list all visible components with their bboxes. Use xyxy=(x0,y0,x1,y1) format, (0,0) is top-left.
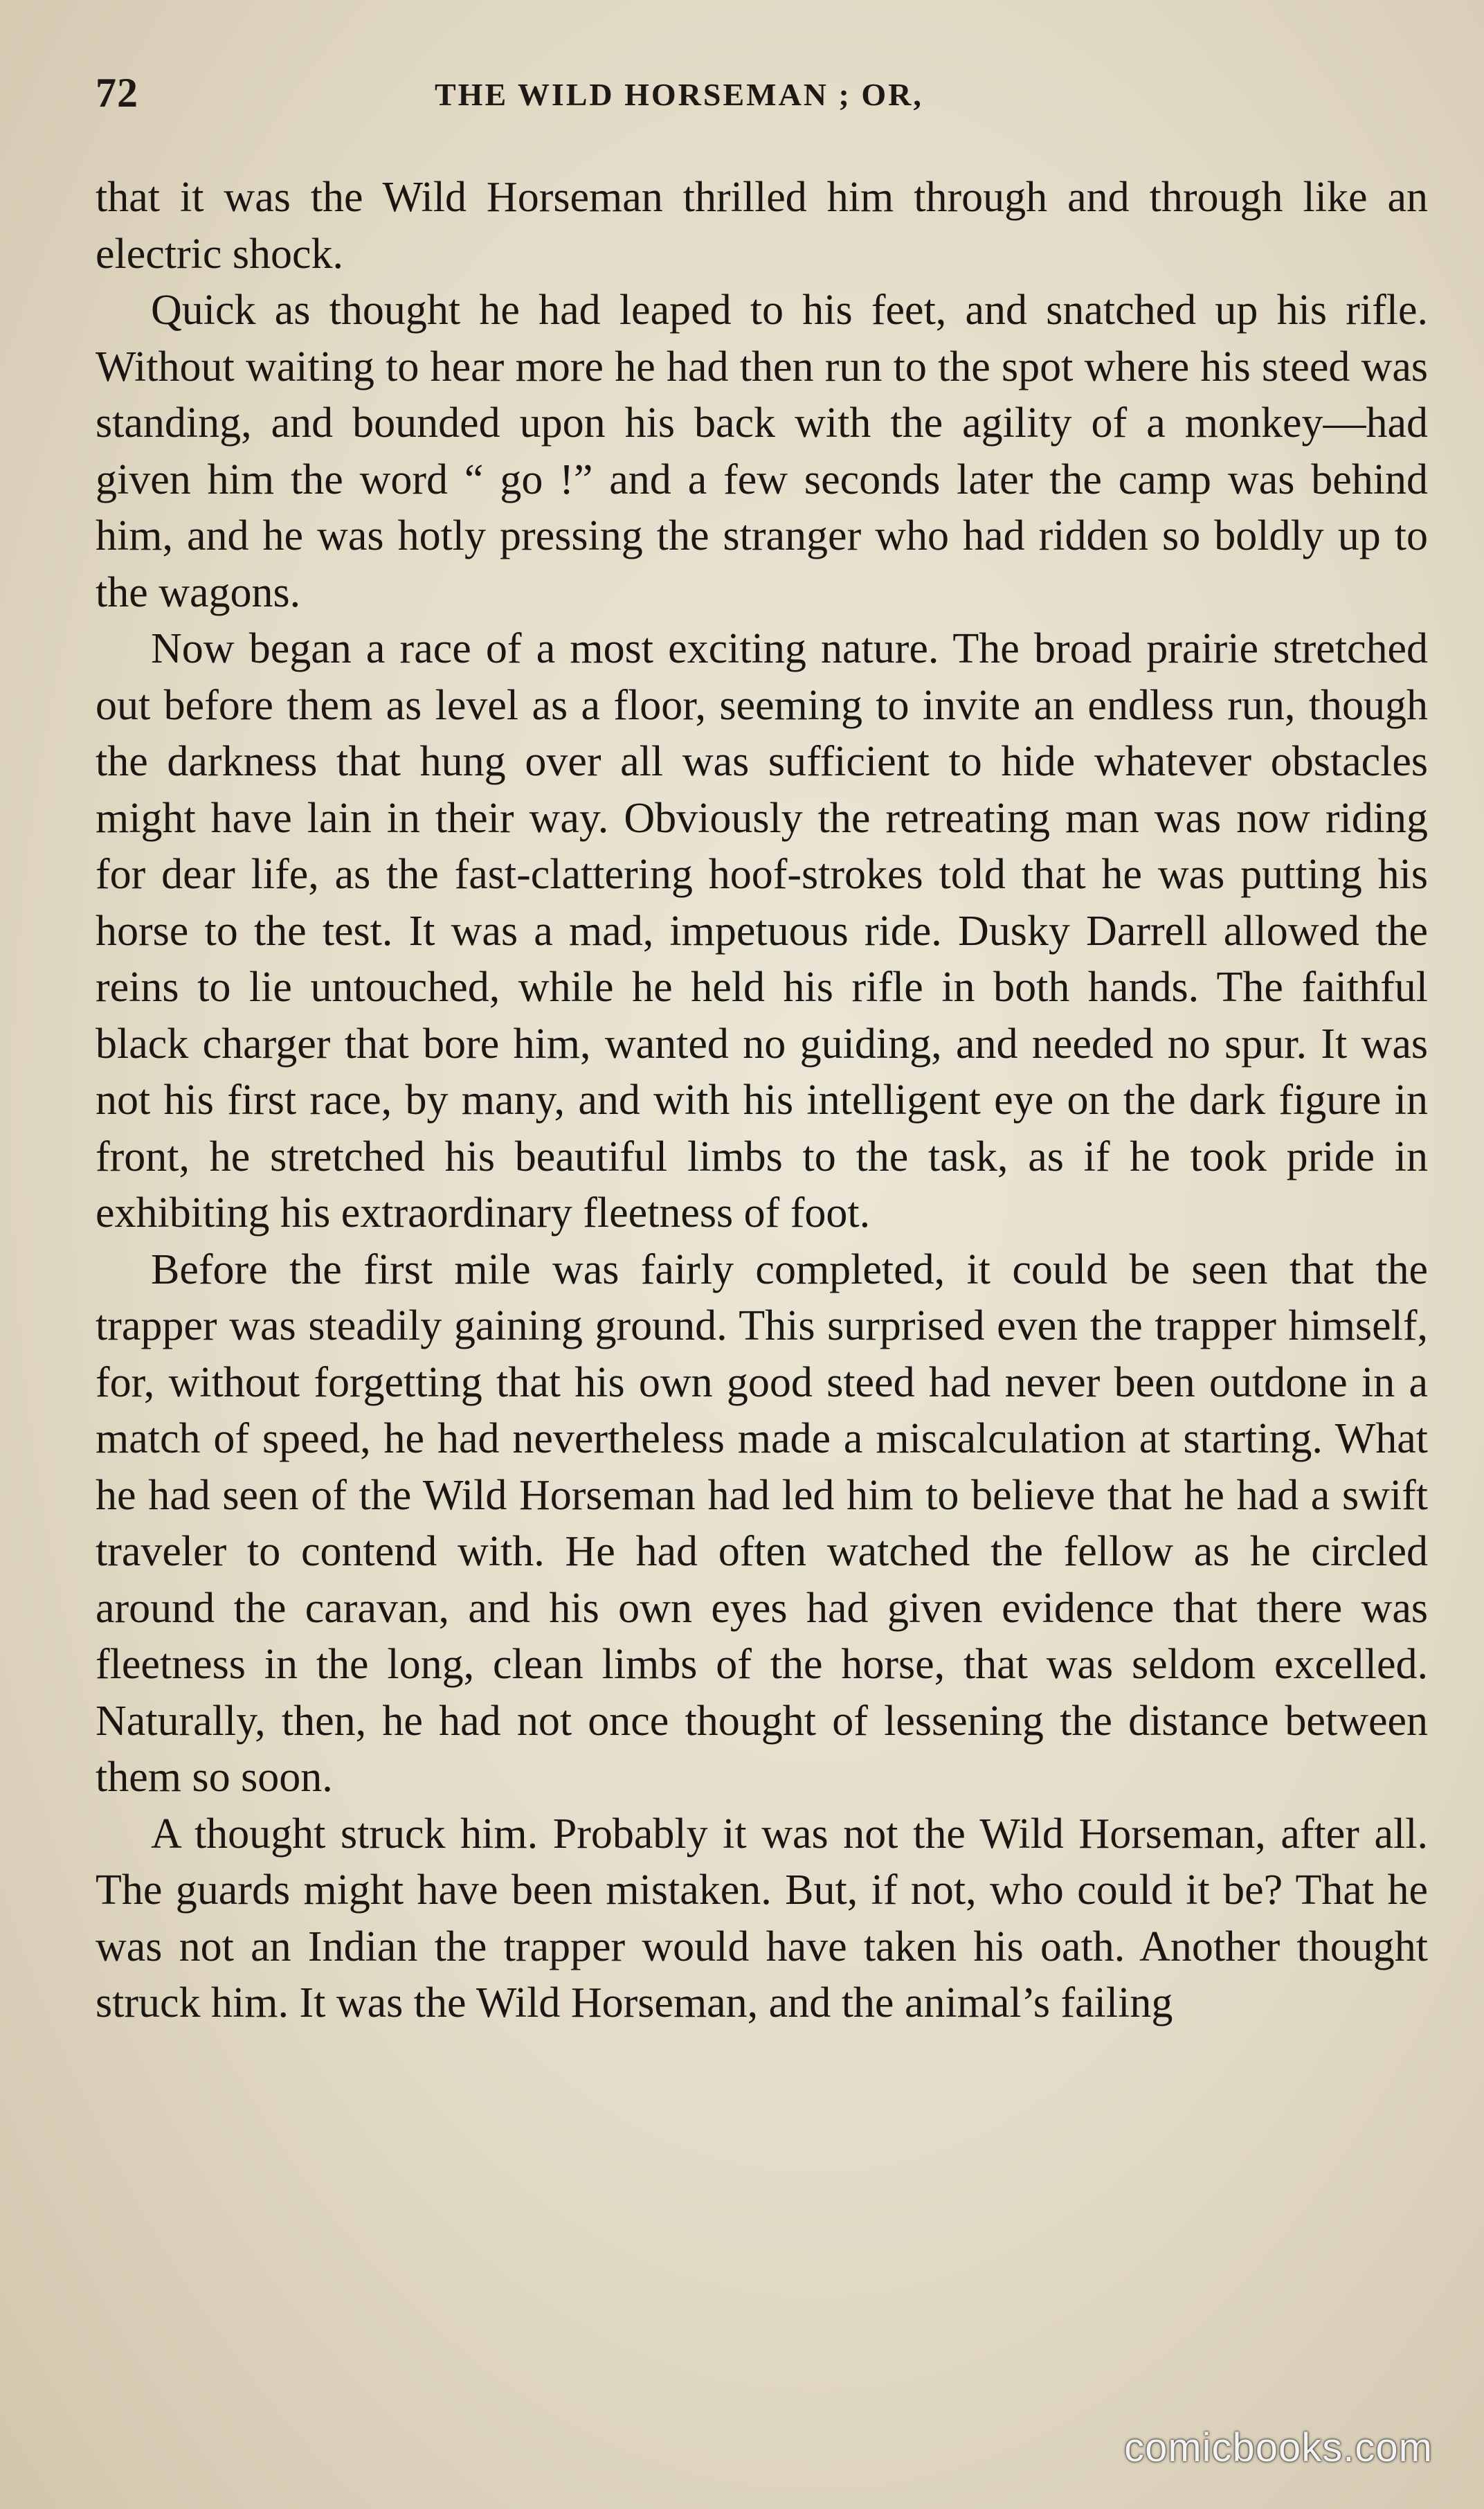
paragraph-2: Quick as thought he had leaped to his feet, and snatched up his rifle. Without waiting to hear more he had then run to the spot where his steed was standing, and bounded upon his back with the agility of a monkey—had given him the word “ go !” and a few seconds later the camp was behind him, and he was hotly pressing the stranger who had ridden so boldly up to the wagons. xyxy=(96,287,1428,616)
paragraph-4: Before the first mile was fairly completed, it could be seen that the trapper was steadily gaining ground. This surprised even the trapper himself, for, without forgetting that his own good steed had never been outdone in a match of speed, he had nevertheless made a miscalculation at starting. What he had seen of the Wild Horseman had led him to believe that he had a swift traveler to contend with. He had often watched the fellow as he circled around the caravan, and his own eyes had given evidence that there was fleetness in the long, clean limbs of the horse, that was seldom excelled. Naturally, then, he had not once thought of lessening the distance between them so soon. xyxy=(96,1245,1428,1801)
paragraph-1: that it was the Wild Horseman thrilled him through and through like an electric shock. xyxy=(96,174,1428,278)
watermark: comicbooks.com xyxy=(1124,2425,1433,2470)
body-text xyxy=(96,170,1428,2032)
running-head xyxy=(96,69,1431,125)
page-number: 72 xyxy=(96,70,138,116)
paragraph-5: A thought struck him. Probably it was not the Wild Horseman, after all. The guards might have been mistaken. But, if not, who could it be? That he was not an Indian the trapper would have taken his oath. Another thought struck him. It was the Wild Horseman, and the animal’s failing xyxy=(96,1810,1428,2026)
paragraph-3: Now began a race of a most exciting nature. The broad prairie stretched out before them as level as a floor, seeming to invite an endless run, though the darkness that hung over all was sufficient to hide whatever obstacles might have lain in their way. Obviously the retreating man was now riding for dear life, as the fast-clattering hoof-strokes told that he was putting his horse to the test. It was a mad, impetuous ride. Dusky Darrell allowed the reins to lie untouched, while he held his rifle in both hands. The faithful black charger that bore him, wanted no guiding, and needed no spur. It was not his first race, by many, and with his intelligent eye on the dark figure in front, he stretched his beautiful limbs to the task, as if he took pride in exhibiting his extraordinary fleetness of foot. xyxy=(96,625,1428,1236)
running-title: THE WILD HORSEMAN ; OR, xyxy=(435,77,923,112)
